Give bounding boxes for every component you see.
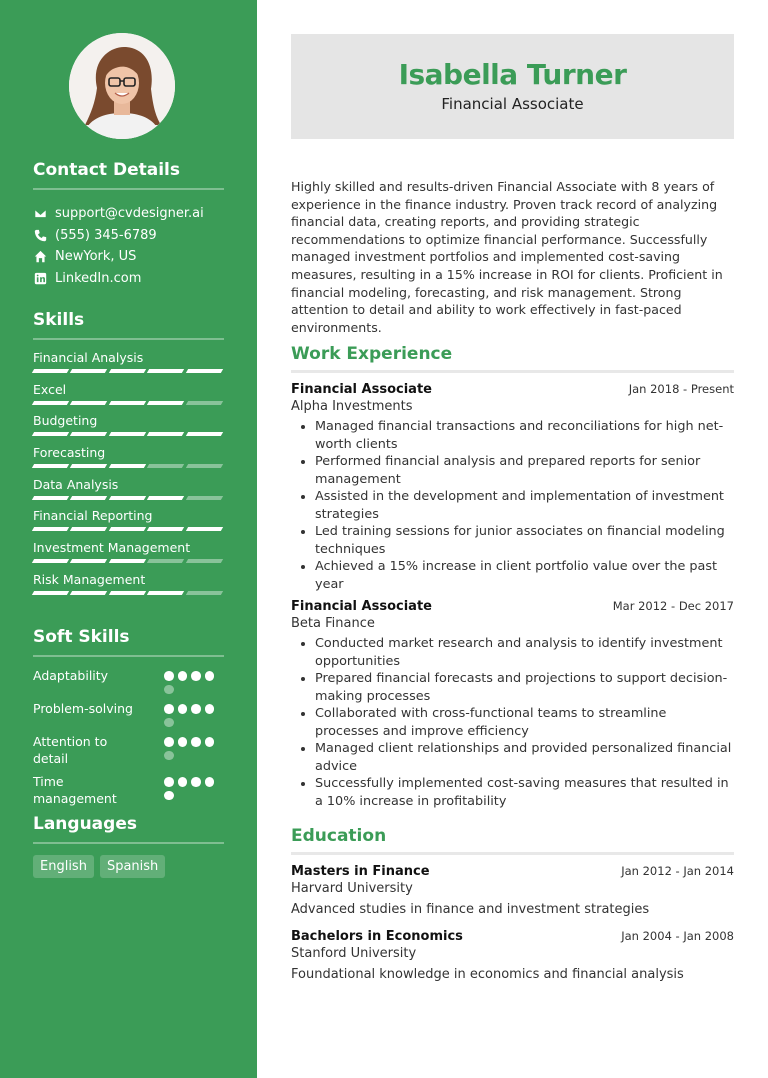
rating-dot	[164, 751, 174, 761]
rating-dot	[205, 671, 215, 681]
soft-skill-name: Problem-solving	[33, 701, 133, 716]
rating-dot	[205, 777, 215, 787]
skill-level-segment	[109, 527, 147, 531]
job-company: Beta Finance	[291, 616, 375, 631]
job-bullet: • Managed financial transactions and reconciliations for high net-worth clients	[315, 418, 734, 453]
education-dates: Jan 2004 - Jan 2008	[621, 929, 734, 943]
language-tag: Spanish	[100, 855, 165, 878]
skill-level-segment	[70, 496, 108, 500]
profile-summary: Highly skilled and results-driven Financial Associate with 8 years of experience in the finance industry. Proven track record of analyzing financial data, creating reports, and providing strategic recommendations to optimize financial performance. Successfully managed investment portfolios and implemented cost-saving measures, resulting in a 15% increase in ROI for clients. Proficient in financial modeling, forecasting, and risk management. Strong attention to detail and ability to work effectively in fast-paced environments.	[291, 179, 723, 335]
work-experience-section	[291, 344, 734, 810]
skill-list	[33, 350, 224, 604]
rating-dot	[164, 777, 174, 787]
skill-level-bar	[33, 527, 222, 531]
rating-dot	[178, 777, 188, 787]
job-bullet: • Successfully implemented cost-saving measures that resulted in a 10% increase in profitability	[315, 775, 734, 810]
education-description: Advanced studies in finance and investment strategies	[291, 902, 650, 917]
skill-level-segment	[109, 369, 147, 373]
soft-skill-name: Time management	[33, 774, 117, 806]
school-name: Harvard University	[291, 881, 413, 896]
skill-level-segment	[185, 369, 223, 373]
skill-item	[33, 413, 224, 445]
sidebar	[0, 0, 257, 1078]
skill-level-segment	[32, 496, 70, 500]
skill-level-segment	[70, 401, 108, 405]
soft-skill-name: Attention to detail	[33, 734, 108, 766]
skill-name: Budgeting	[33, 413, 98, 429]
skill-level-bar	[33, 369, 222, 373]
soft-skill-item	[33, 733, 224, 767]
soft-skill-item	[33, 773, 224, 807]
education-section	[291, 826, 734, 982]
skill-item	[33, 540, 224, 572]
skills-section	[33, 310, 224, 604]
skill-name: Data Analysis	[33, 476, 119, 492]
job-entry	[291, 599, 734, 810]
name-header	[291, 34, 734, 139]
skill-level-segment	[109, 464, 147, 468]
skill-level-segment	[147, 432, 185, 436]
language-tag: English	[33, 855, 94, 878]
skill-level-segment	[70, 369, 108, 373]
job-dates: Jan 2018 - Present	[628, 382, 734, 396]
rating-dot	[178, 704, 188, 714]
soft-skill-item	[33, 667, 224, 694]
soft-skills-heading: Soft Skills	[33, 627, 224, 657]
rating-dot	[205, 737, 215, 747]
skill-level-segment	[147, 559, 185, 563]
degree-title: Masters in Finance	[291, 864, 430, 879]
skill-level-segment	[70, 591, 108, 595]
contact-phone-text: (555) 345-6789	[55, 227, 157, 243]
skill-name: Financial Reporting	[33, 508, 153, 524]
job-company: Alpha Investments	[291, 399, 413, 414]
languages-section	[33, 814, 224, 878]
skill-item	[33, 382, 224, 414]
job-dates: Mar 2012 - Dec 2017	[612, 599, 734, 613]
rating-dot	[191, 671, 201, 681]
soft-skill-rating	[164, 700, 224, 727]
skill-name: Financial Analysis	[33, 350, 144, 365]
skill-level-segment	[32, 432, 70, 436]
job-bullet: • Performed financial analysis and prepared reports for senior management	[315, 453, 734, 488]
skill-level-bar	[33, 464, 222, 468]
job-title: Financial Associate	[291, 382, 432, 397]
job-title: Financial Associate	[291, 599, 432, 614]
person-name: Isabella Turner	[398, 58, 627, 91]
portrait-photo-icon	[69, 33, 175, 139]
education-entry	[291, 929, 734, 982]
soft-skill-rating	[164, 667, 224, 694]
skill-level-segment	[70, 432, 108, 436]
skill-level-segment	[147, 496, 185, 500]
language-list	[33, 855, 224, 878]
job-bullet: • Conducted market research and analysis to identify investment opportunities	[315, 635, 734, 670]
skill-level-bar	[33, 559, 222, 563]
skill-level-segment	[185, 432, 223, 436]
skill-item	[33, 350, 224, 382]
rating-dot	[178, 737, 188, 747]
linkedin-icon	[33, 271, 47, 285]
degree-title: Bachelors in Economics	[291, 929, 463, 944]
skill-level-segment	[32, 464, 70, 468]
rating-dot	[205, 704, 215, 714]
skill-level-segment	[147, 369, 185, 373]
contact-section	[33, 160, 224, 289]
skill-level-segment	[147, 527, 185, 531]
skill-item	[33, 508, 224, 540]
skill-level-bar	[33, 496, 222, 500]
home-icon	[33, 250, 47, 264]
envelope-icon	[33, 207, 47, 221]
rating-dot	[191, 737, 201, 747]
contact-linkedin-text: LinkedIn.com	[55, 270, 142, 286]
skill-level-segment	[147, 591, 185, 595]
job-entry	[291, 382, 734, 593]
skill-level-segment	[32, 559, 70, 563]
school-name: Stanford University	[291, 946, 417, 961]
rating-dot	[191, 704, 201, 714]
skill-level-segment	[109, 591, 147, 595]
soft-skill-rating	[164, 773, 224, 800]
skill-level-segment	[32, 369, 70, 373]
skill-level-segment	[185, 496, 223, 500]
skill-level-segment	[109, 559, 147, 563]
skill-name: Forecasting	[33, 445, 106, 461]
skill-level-segment	[70, 464, 108, 468]
skill-level-segment	[185, 401, 223, 405]
skill-item	[33, 445, 224, 477]
education-heading: Education	[291, 826, 734, 855]
rating-dot	[164, 737, 174, 747]
skill-level-segment	[109, 496, 147, 500]
contact-email[interactable]	[33, 203, 224, 225]
rating-dot	[191, 777, 201, 787]
job-bullets	[315, 635, 734, 810]
rating-dot	[178, 671, 188, 681]
job-bullet: • Managed client relationships and provided personalized financial advice	[315, 740, 734, 775]
rating-dot	[164, 704, 174, 714]
skill-name: Investment Management	[33, 540, 191, 556]
job-bullet: • Led training sessions for junior associates on financial modeling techniques	[315, 523, 734, 558]
skill-level-segment	[185, 464, 223, 468]
skill-level-segment	[32, 527, 70, 531]
skill-level-segment	[109, 401, 147, 405]
skill-item	[33, 477, 224, 509]
skill-level-bar	[33, 432, 222, 436]
contact-location-text: NewYork, US	[55, 249, 137, 265]
soft-skill-name: Adaptability	[33, 668, 109, 683]
soft-skills-section	[33, 627, 224, 813]
avatar	[69, 33, 175, 139]
contact-location	[33, 246, 224, 268]
skill-level-segment	[70, 559, 108, 563]
rating-dot	[164, 671, 174, 681]
education-dates: Jan 2012 - Jan 2014	[621, 864, 734, 878]
soft-skill-rating	[164, 733, 224, 760]
contact-linkedin[interactable]	[33, 268, 224, 290]
contact-phone[interactable]	[33, 225, 224, 247]
contact-heading: Contact Details	[33, 160, 224, 190]
skill-level-segment	[185, 527, 223, 531]
education-entry	[291, 864, 734, 917]
rating-dot	[164, 685, 174, 695]
job-bullet: • Prepared financial forecasts and projections to support decision-making processes	[315, 670, 734, 705]
languages-heading: Languages	[33, 814, 224, 844]
work-experience-heading: Work Experience	[291, 344, 734, 373]
skills-heading: Skills	[33, 310, 224, 340]
education-description: Foundational knowledge in economics and financial analysis	[291, 967, 684, 982]
contact-email-text: support@cvdesigner.ai	[55, 206, 204, 222]
skill-name: Risk Management	[33, 571, 146, 587]
skill-item	[33, 572, 224, 604]
job-title: Financial Associate	[441, 95, 584, 113]
soft-skill-list	[33, 667, 224, 807]
job-bullet: • Assisted in the development and implementation of investment strategies	[315, 488, 734, 523]
soft-skill-item	[33, 700, 224, 727]
skill-level-segment	[70, 527, 108, 531]
skill-level-bar	[33, 591, 222, 595]
skill-level-segment	[147, 464, 185, 468]
skill-level-bar	[33, 401, 222, 405]
contact-list	[33, 203, 224, 289]
skill-level-segment	[32, 591, 70, 595]
skill-level-segment	[185, 591, 223, 595]
job-bullets	[315, 418, 734, 593]
skill-level-segment	[109, 432, 147, 436]
rating-dot	[164, 791, 174, 801]
skill-level-segment	[185, 559, 223, 563]
skill-name: Excel	[33, 381, 67, 397]
phone-icon	[33, 228, 47, 242]
rating-dot	[164, 718, 174, 728]
job-bullet: • Achieved a 15% increase in client portfolio value over the past year	[315, 558, 734, 593]
skill-level-segment	[32, 401, 70, 405]
skill-level-segment	[147, 401, 185, 405]
job-bullet: • Collaborated with cross-functional teams to streamline processes and improve efficiency	[315, 705, 734, 740]
